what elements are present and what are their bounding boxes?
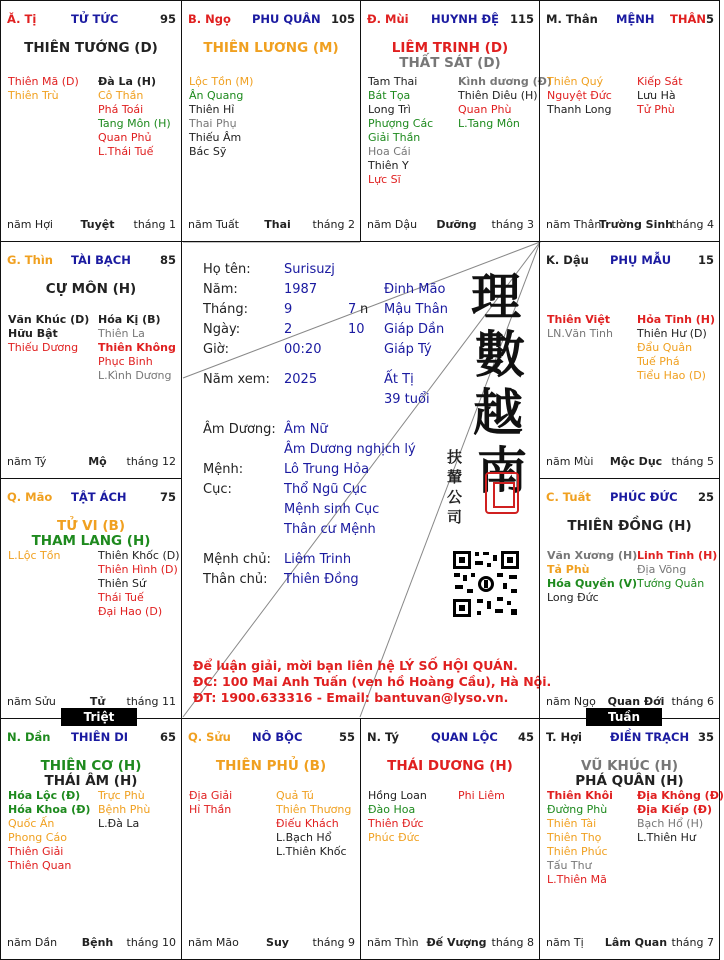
palace-footer	[546, 936, 714, 950]
palace-footer	[546, 455, 714, 469]
star-item: Tuế Phá	[637, 355, 680, 368]
month-label: Tháng:	[203, 302, 249, 317]
main-star: THÁI ÂM (H)	[44, 773, 138, 789]
star-item: Kình dương (Đ)	[458, 75, 552, 88]
star-item: Thiên Khôi	[547, 789, 613, 802]
palace-number: 55	[338, 730, 355, 744]
palace-name: TÀI BẠCH	[71, 253, 131, 267]
palace-year: năm Tuất	[188, 218, 239, 231]
main-stars	[361, 41, 539, 71]
menh-chu: Liêm Trinh	[284, 552, 352, 567]
star-item: Bệnh Phù	[98, 803, 151, 816]
palace-month: tháng 2	[312, 218, 355, 231]
palace-header	[546, 490, 714, 506]
year-can-chi: Đinh Mão	[384, 282, 446, 297]
stars-right	[637, 549, 717, 591]
main-star: THẤT SÁT (D)	[399, 55, 501, 71]
star-item: Long Trì	[368, 103, 411, 116]
palace-footer	[7, 218, 176, 232]
palace-name: TẬT ÁCH	[71, 490, 127, 504]
red-seal-stamp	[485, 472, 519, 514]
palace-name: PHÚC ĐỨC	[610, 490, 678, 504]
star-item: Địa Võng	[637, 563, 687, 576]
truong-sinh: Suy	[266, 936, 289, 949]
truong-sinh: Dưỡng	[436, 218, 477, 231]
stars-right	[458, 789, 505, 803]
palace-name: PHỤ MẪU	[610, 253, 672, 267]
palace-header	[7, 730, 176, 746]
palace-mui[interactable]	[360, 0, 552, 242]
menh-chu-label: Mệnh chủ:	[203, 552, 271, 567]
star-item: Thiếu Âm	[189, 131, 242, 144]
truong-sinh: Thai	[264, 218, 291, 231]
hour-can-chi: Giáp Tý	[384, 342, 432, 357]
main-star: THIÊN LƯƠNG (M)	[203, 40, 339, 56]
star-item: Đẩu Quân	[637, 341, 693, 354]
star-item: Thiên Đức	[368, 817, 424, 830]
palace-header	[7, 12, 176, 28]
stars-right	[98, 313, 176, 383]
star-item: LN.Văn Tinh	[547, 327, 613, 340]
star-item: Thiên Hỉ	[189, 103, 235, 116]
birth-day: 2	[284, 322, 293, 337]
calligraphy-char-3: 越	[473, 383, 523, 442]
star-item: Thiên Giải	[8, 845, 64, 858]
star-item: Quốc Ấn	[8, 817, 55, 830]
star-item: Tả Phù	[547, 563, 590, 576]
star-item: Đường Phù	[547, 803, 608, 816]
truong-sinh: Quan Đới	[607, 695, 665, 708]
star-item: Tướng Quân	[637, 577, 705, 590]
palace-footer	[7, 695, 176, 709]
star-item: Hỏa Tinh (H)	[637, 313, 716, 326]
tuan-tag: Tuần	[586, 708, 662, 726]
palace-name: THIÊN DI	[71, 730, 129, 744]
star-item: Thiên Trù	[8, 89, 59, 102]
palace-position: K. Dậu	[546, 253, 589, 267]
palace-year: năm Ngọ	[546, 695, 596, 708]
star-item: Thiên Hư (D)	[637, 327, 707, 340]
star-item: Bát Tọa	[368, 89, 411, 102]
month-flag-suffix: n	[360, 302, 369, 317]
palace-number: 115	[509, 12, 534, 26]
palace-header	[188, 730, 355, 746]
star-item: Thiên Hình (D)	[98, 563, 178, 576]
palace-header	[546, 12, 714, 28]
main-stars	[1, 759, 181, 789]
menh-label: Mệnh:	[203, 462, 244, 477]
palace-name: QUAN LỘC	[431, 730, 498, 744]
star-item: Bác Sỹ	[189, 145, 227, 158]
star-item: Địa Giải	[189, 789, 233, 802]
than-cu: Thân cư Mệnh	[284, 522, 376, 537]
palace-header	[7, 490, 176, 506]
palace-name: ĐIỀN TRẠCH	[610, 730, 690, 744]
contact-line-2: ĐC: 100 Mai Anh Tuấn (ven hồ Hoàng Cầu), Hà Nội.	[193, 674, 552, 689]
main-star: CỰ MÔN (H)	[45, 281, 137, 297]
palace-footer	[546, 218, 714, 232]
cuc-label: Cục:	[203, 482, 232, 497]
palace-footer	[367, 936, 534, 950]
palace-year: năm Tý	[7, 455, 47, 468]
palace-position: Ă. Tị	[7, 12, 37, 26]
palace-footer	[188, 218, 355, 232]
star-item: L.Lộc Tồn	[8, 549, 61, 562]
palace-year: năm Dậu	[367, 218, 418, 231]
palace-year: năm Mùi	[546, 455, 594, 468]
star-item: Địa Kiếp (Đ)	[637, 803, 712, 816]
stars-left	[547, 75, 612, 117]
palace-name-extra: THÂN	[670, 12, 706, 26]
palace-name: MỆNH	[616, 12, 655, 26]
star-item: Quan Phù	[458, 103, 512, 116]
star-item: Trực Phù	[98, 789, 145, 802]
truong-sinh: Tử	[89, 695, 106, 708]
main-stars	[1, 282, 181, 297]
stars-left	[8, 789, 90, 873]
star-item: Điếu Khách	[276, 817, 339, 830]
palace-thin[interactable]	[0, 241, 182, 479]
main-stars	[361, 759, 539, 774]
palace-name: PHU QUÂN	[252, 12, 321, 26]
palace-year: năm Thìn	[367, 936, 419, 949]
palace-number: 15	[697, 253, 714, 267]
stars-right	[637, 75, 683, 117]
star-item: Thiên Thọ	[547, 831, 602, 844]
stars-right	[276, 789, 351, 859]
contact-line-1: Để luận giải, mời bạn liên hệ LÝ SỐ HỘI QUÁN.	[193, 658, 518, 673]
star-item: Long Đức	[547, 591, 599, 604]
star-item: Thiên Phúc	[547, 845, 608, 858]
truong-sinh: Bệnh	[81, 936, 114, 949]
truong-sinh: Mộc Dục	[609, 455, 663, 468]
star-item: Văn Xương (H)	[547, 549, 638, 562]
triet-tag: Triệt	[61, 708, 137, 726]
star-item: L.Bạch Hổ	[276, 831, 332, 844]
stars-left	[8, 75, 79, 103]
palace-month: tháng 1	[133, 218, 176, 231]
stars-left	[547, 313, 613, 341]
star-item: Tang Môn (H)	[98, 117, 171, 130]
palace-tuat[interactable]	[539, 478, 720, 719]
star-item: Hồng Loan	[368, 789, 427, 802]
main-stars	[540, 759, 719, 789]
palace-header	[188, 12, 355, 28]
star-item: Tiểu Hao (D)	[637, 369, 706, 382]
main-star: TỬ VI (B)	[57, 518, 125, 534]
palace-footer	[367, 218, 534, 232]
palace-header	[546, 253, 714, 269]
stars-right	[98, 75, 171, 159]
main-stars	[182, 759, 360, 774]
star-item: Thiên Quý	[547, 75, 604, 88]
star-item: Quan Phủ	[98, 131, 152, 144]
star-item: Thiên Quan	[8, 859, 72, 872]
star-item: Quả Tú	[276, 789, 314, 802]
palace-position: B. Ngọ	[188, 12, 231, 26]
stars-left	[547, 549, 637, 605]
star-item: Thanh Long	[547, 103, 612, 116]
palace-hoi[interactable]	[539, 718, 724, 960]
star-item: Thiên Khốc (D)	[98, 549, 180, 562]
palace-than[interactable]	[539, 0, 720, 242]
star-item: Đào Hoa	[368, 803, 416, 816]
stars-left	[189, 75, 253, 159]
main-star: THIÊN ĐỒNG (H)	[567, 518, 692, 534]
palace-footer	[7, 936, 176, 950]
star-item: Đà La (H)	[98, 75, 156, 88]
stars-right	[637, 313, 715, 383]
palace-footer	[7, 455, 176, 469]
view-year-label: Năm xem:	[203, 372, 270, 387]
star-item: Lực Sĩ	[368, 173, 401, 186]
main-star: PHÁ QUÂN (H)	[575, 773, 684, 789]
seal-text	[447, 447, 465, 527]
palace-number: 5	[705, 12, 714, 26]
star-item: Đại Hao (D)	[98, 605, 163, 618]
star-item: Phục Binh	[98, 355, 153, 368]
star-item: Hóa Lộc (Đ)	[8, 789, 81, 802]
star-item: Thiên La	[98, 327, 145, 340]
palace-header	[367, 12, 534, 28]
palace-header	[367, 730, 534, 746]
star-item: Văn Khúc (D)	[8, 313, 90, 326]
star-item: Thiên Việt	[547, 313, 611, 326]
than-chu-label: Thân chủ:	[203, 572, 268, 587]
palace-ti[interactable]	[0, 0, 182, 242]
am-duong: Âm Nữ	[284, 422, 328, 437]
palace-month: tháng 9	[312, 936, 355, 949]
palace-position: G. Thìn	[7, 253, 53, 267]
star-item: Phong Cáo	[8, 831, 67, 844]
star-item: Phúc Đức	[368, 831, 420, 844]
truong-sinh: Tuyệt	[80, 218, 115, 231]
palace-position: N. Dần	[7, 730, 51, 744]
palace-dau[interactable]	[539, 241, 720, 479]
truong-sinh: Mộ	[88, 455, 107, 468]
star-item: Nguyệt Đức	[547, 89, 612, 102]
palace-number: 85	[159, 253, 176, 267]
palace-month: tháng 12	[126, 455, 176, 468]
name-label: Họ tên:	[203, 262, 251, 277]
year-label: Năm:	[203, 282, 238, 297]
palace-position: M. Thân	[546, 12, 598, 26]
stars-left	[8, 549, 60, 563]
palace-position: C. Tuất	[546, 490, 591, 504]
stars-left	[8, 313, 89, 355]
palace-year: năm Hợi	[7, 218, 53, 231]
hour-label: Giờ:	[203, 342, 230, 357]
star-item: Phá Toái	[98, 103, 144, 116]
star-item: Thiên Không	[98, 341, 176, 354]
star-item: L.Thiên Mã	[547, 873, 607, 886]
star-item: Bạch Hổ (H)	[637, 817, 704, 830]
palace-number: 35	[697, 730, 714, 744]
star-item: L.Kình Dương	[98, 369, 172, 382]
palace-month: tháng 10	[126, 936, 176, 949]
palace-position: N. Tý	[367, 730, 399, 744]
star-item: L.Đà La	[98, 817, 140, 830]
palace-year: năm Tị	[546, 936, 584, 949]
star-item: Thiên Thương	[276, 803, 352, 816]
seal-char-3: 公	[447, 488, 463, 506]
am-duong-label: Âm Dương:	[203, 422, 276, 437]
truong-sinh: Trường Sinh	[599, 218, 673, 231]
palace-footer	[188, 936, 355, 950]
star-item: Linh Tinh (H)	[637, 549, 718, 562]
star-item: Hóa Quyền (V)	[547, 577, 638, 590]
palace-header	[546, 730, 714, 746]
seal-char-2: 輦	[447, 468, 463, 486]
star-item: Kiếp Sát	[637, 75, 683, 88]
day-label: Ngày:	[203, 322, 241, 337]
stars-left	[368, 75, 433, 187]
main-star: VŨ KHÚC (H)	[580, 758, 679, 774]
star-item: Thiên Tài	[547, 817, 597, 830]
palace-header	[7, 253, 176, 269]
stars-left	[368, 789, 427, 845]
seal-char-1: 扶	[447, 448, 463, 466]
palace-number: 65	[159, 730, 176, 744]
truong-sinh: Đế Vượng	[426, 936, 487, 949]
star-item: Hoa Cái	[368, 145, 411, 158]
cuc-note: Mệnh sinh Cục	[284, 502, 380, 517]
palace-name: TỬ TỨC	[71, 12, 119, 26]
main-stars	[540, 519, 719, 534]
contact-line-3: ĐT: 1900.633316 - Email: bantuvan@lyso.vn.	[193, 690, 509, 705]
star-item: Lưu Hà	[637, 89, 676, 102]
palace-number: 95	[159, 12, 176, 26]
age: 39 tuổi	[384, 392, 430, 407]
star-item: Thiên Diêu (H)	[458, 89, 538, 102]
calligraphy-char-4: 南	[477, 441, 527, 500]
stars-right	[98, 549, 180, 619]
main-stars	[1, 519, 181, 549]
star-item: Địa Không (Đ)	[637, 789, 724, 802]
stars-left	[189, 789, 232, 817]
qr-code	[451, 549, 521, 619]
star-item: Ân Quang	[189, 89, 244, 102]
palace-year: năm Sửu	[7, 695, 56, 708]
star-item: Cô Thần	[98, 89, 144, 102]
birth-hour: 00:20	[284, 342, 322, 357]
day-can-chi: Giáp Dần	[384, 322, 445, 337]
cuc-value: Thổ Ngũ Cục	[284, 482, 368, 497]
am-duong-note: Âm Dương nghịch lý	[284, 442, 416, 457]
palace-name: NÔ BỘC	[252, 730, 303, 744]
truong-sinh: Lâm Quan	[604, 936, 668, 949]
palace-position: Đ. Mùi	[367, 12, 409, 26]
stars-right	[98, 789, 150, 831]
palace-name: HUYNH ĐỆ	[431, 12, 500, 26]
birth-month: 9	[284, 302, 293, 317]
star-item: L.Tang Môn	[458, 117, 520, 130]
day-extra: 10	[348, 322, 365, 337]
palace-year: năm Mão	[188, 936, 239, 949]
star-item: Thiên Mã (D)	[8, 75, 79, 88]
star-item: Tử Phù	[637, 103, 675, 116]
palace-suu[interactable]	[181, 718, 361, 960]
name-value: Surisuzj	[284, 262, 335, 277]
stars-left	[547, 789, 613, 887]
star-item: Thiên Y	[368, 159, 409, 172]
star-item: Thai Phụ	[189, 117, 237, 130]
palace-position: Q. Mão	[7, 490, 53, 504]
star-item: Phi Liêm	[458, 789, 505, 802]
star-item: Thiên Sứ	[98, 577, 146, 590]
main-star: THIÊN TƯỚNG (D)	[24, 40, 158, 56]
calligraphy-char-2: 數	[475, 325, 525, 384]
palace-ngo[interactable]	[181, 0, 361, 242]
main-stars	[182, 41, 360, 56]
star-item: Hỉ Thần	[189, 803, 232, 816]
palace-ty[interactable]	[360, 718, 540, 960]
main-star: THIÊN CƠ (H)	[40, 758, 142, 774]
palace-number: 25	[697, 490, 714, 504]
stars-right	[637, 789, 724, 845]
palace-month: tháng 6	[671, 695, 714, 708]
star-item: Hóa Kị (B)	[98, 313, 161, 326]
palace-position: Q. Sửu	[188, 730, 231, 744]
star-item: Giải Thần	[368, 131, 421, 144]
menh-value: Lô Trung Hỏa	[284, 462, 370, 477]
than-chu: Thiên Đồng	[284, 572, 359, 587]
palace-number: 75	[159, 490, 176, 504]
palace-dan[interactable]	[0, 718, 182, 960]
palace-month: tháng 8	[491, 936, 534, 949]
star-item: Hóa Khoa (Đ)	[8, 803, 91, 816]
star-item: Lộc Tồn (M)	[189, 75, 254, 88]
palace-position: T. Hợi	[546, 730, 582, 744]
palace-month: tháng 5	[671, 455, 714, 468]
star-item: L.Thái Tuế	[98, 145, 154, 158]
palace-month: tháng 11	[126, 695, 176, 708]
main-star: LIÊM TRINH (D)	[391, 40, 509, 56]
palace-year: năm Dần	[7, 936, 58, 949]
palace-mao[interactable]	[0, 478, 182, 719]
star-item: L.Thiên Hư	[637, 831, 696, 844]
palace-month: tháng 7	[671, 936, 714, 949]
month-flag: 7	[348, 302, 357, 317]
main-star: THAM LANG (H)	[31, 533, 151, 549]
calligraphy-char-1: 理	[471, 267, 521, 326]
palace-year: năm Thân	[546, 218, 602, 231]
birth-year: 1987	[284, 282, 318, 297]
palace-month: tháng 4	[671, 218, 714, 231]
view-year-can-chi: Ất Tị	[384, 372, 414, 387]
view-year: 2025	[284, 372, 318, 387]
month-can-chi: Mậu Thân	[384, 302, 448, 317]
palace-number: 105	[330, 12, 355, 26]
palace-footer	[546, 695, 714, 709]
palace-month: tháng 3	[491, 218, 534, 231]
main-stars	[1, 41, 181, 56]
star-item: Thái Tuế	[98, 591, 144, 604]
seal-char-4: 司	[447, 508, 463, 526]
palace-number: 45	[517, 730, 534, 744]
star-item: Hữu Bật	[8, 327, 58, 340]
star-item: L.Thiên Khốc	[276, 845, 347, 858]
star-item: Thiếu Dương	[8, 341, 79, 354]
main-star: THIÊN PHỦ (B)	[215, 758, 327, 774]
stars-right	[458, 75, 552, 131]
star-item: Tấu Thư	[547, 859, 592, 872]
star-item: Phượng Các	[368, 117, 434, 130]
star-item: Tam Thai	[368, 75, 418, 88]
main-star: THÁI DƯƠNG (H)	[387, 758, 513, 774]
